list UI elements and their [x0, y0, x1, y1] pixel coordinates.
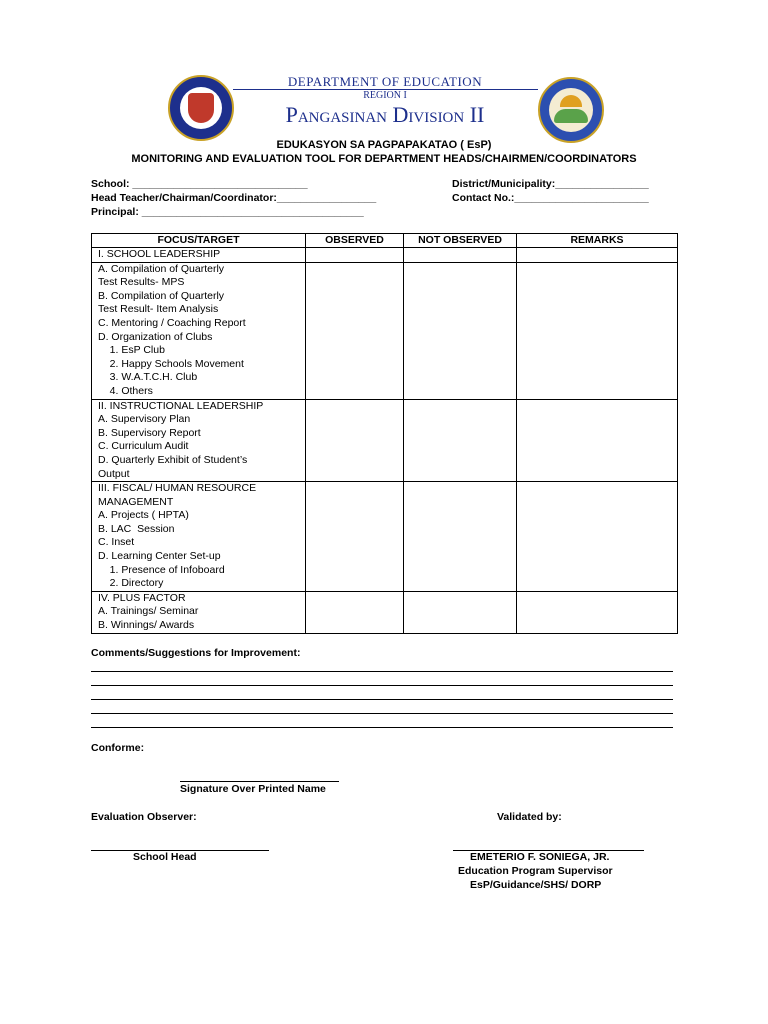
evaluation-table [91, 233, 678, 634]
focus-line: A. Trainings/ Seminar [98, 605, 199, 618]
focus-line: B. Compilation of Quarterly [98, 289, 225, 302]
conforme-signature-line[interactable] [180, 781, 339, 782]
head-teacher-field[interactable]: Head Teacher/Chairman/Coordinator:_________________ [91, 192, 377, 204]
comment-line[interactable] [91, 685, 673, 686]
focus-line: 4. Others [98, 384, 153, 397]
conforme-label: Conforme: [91, 742, 145, 754]
observed-cell[interactable] [306, 591, 404, 633]
comment-line[interactable] [91, 671, 673, 672]
focus-line: B. LAC Session [98, 522, 175, 535]
table-row [92, 262, 678, 399]
focus-line: D. Learning Center Set-up [98, 550, 221, 563]
remarks-cell[interactable] [517, 591, 678, 633]
table-row [92, 399, 678, 482]
focus-line: IV. PLUS FACTOR [98, 591, 186, 604]
observed-cell[interactable] [306, 248, 404, 263]
table-row [92, 482, 678, 592]
seal-hill [554, 109, 588, 123]
observed-cell[interactable] [306, 399, 404, 482]
region-name: REGION I [363, 90, 407, 101]
focus-cell [92, 591, 306, 633]
section-heading: I. SCHOOL LEADERSHIP [92, 248, 306, 263]
focus-line: C. Curriculum Audit [98, 440, 189, 453]
observed-cell[interactable] [306, 482, 404, 592]
focus-line: C. Inset [98, 536, 135, 549]
header-observed: OBSERVED [306, 234, 404, 248]
observed-cell[interactable] [306, 262, 404, 399]
header-focus-target: FOCUS/TARGET [92, 234, 306, 248]
focus-line: Test Result- Item Analysis [98, 303, 219, 316]
division-seal-icon [538, 77, 604, 143]
focus-line: III. FISCAL/ HUMAN RESOURCE [98, 482, 257, 495]
validator-office: EsP/Guidance/SHS/ DORP [470, 879, 602, 891]
division-name: Pangasinan Division II [285, 102, 485, 127]
table-row [92, 248, 678, 263]
validator-title: Education Program Supervisor [458, 865, 613, 877]
not-observed-cell[interactable] [404, 482, 517, 592]
focus-line: B. Supervisory Report [98, 426, 201, 439]
table-header-row [92, 234, 678, 248]
seal-shield [188, 93, 214, 123]
header-not-observed: NOT OBSERVED [404, 234, 517, 248]
focus-line: 1. Presence of Infoboard [98, 563, 225, 576]
focus-line: 2. Directory [98, 577, 164, 590]
remarks-cell[interactable] [517, 248, 678, 263]
remarks-cell[interactable] [517, 262, 678, 399]
focus-line: A. Projects ( HPTA) [98, 509, 189, 522]
focus-line: Test Results- MPS [98, 276, 185, 289]
validator-name: EMETERIO F. SONIEGA, JR. [470, 851, 610, 863]
comment-line[interactable] [91, 727, 673, 728]
not-observed-cell[interactable] [404, 248, 517, 263]
school-head-label: School Head [133, 851, 197, 863]
focus-line: B. Winnings/ Awards [98, 619, 195, 632]
not-observed-cell[interactable] [404, 399, 517, 482]
principal-field[interactable]: Principal: ______________________________________ [91, 206, 364, 218]
remarks-cell[interactable] [517, 399, 678, 482]
deped-seal-icon [168, 75, 234, 141]
table-row [92, 591, 678, 633]
not-observed-cell[interactable] [404, 591, 517, 633]
comment-line[interactable] [91, 699, 673, 700]
signature-over-printed-name: Signature Over Printed Name [180, 783, 326, 795]
focus-line: D. Organization of Clubs [98, 330, 213, 343]
focus-line: 1. EsP Club [98, 344, 165, 357]
contact-field[interactable]: Contact No.:_______________________ [452, 192, 649, 204]
focus-line: II. INSTRUCTIONAL LEADERSHIP [98, 399, 264, 412]
focus-cell [92, 262, 306, 399]
header-remarks: REMARKS [517, 234, 678, 248]
focus-line: A. Compilation of Quarterly [98, 262, 225, 275]
form-title: EDUKASYON SA PAGPAPAKATAO ( EsP) [276, 139, 492, 151]
remarks-cell[interactable] [517, 482, 678, 592]
district-field[interactable]: District/Municipality:________________ [452, 178, 649, 190]
department-name: DEPARTMENT OF EDUCATION [287, 74, 483, 89]
form-subtitle: MONITORING AND EVALUATION TOOL FOR DEPARTMENT HEADS/CHAIRMEN/COORDINATORS [131, 153, 637, 165]
focus-line: 3. W.A.T.C.H. Club [98, 371, 198, 384]
evaluation-observer-label: Evaluation Observer: [91, 811, 197, 823]
focus-cell [92, 482, 306, 592]
validated-by-label: Validated by: [497, 811, 562, 823]
not-observed-cell[interactable] [404, 262, 517, 399]
focus-cell [92, 399, 306, 482]
focus-line: Output [98, 467, 130, 480]
school-field[interactable]: School: ______________________________ [91, 178, 308, 190]
focus-line: D. Quarterly Exhibit of Student’s [98, 453, 248, 466]
focus-line: A. Supervisory Plan [98, 413, 191, 426]
comments-label: Comments/Suggestions for Improvement: [91, 647, 301, 659]
focus-line: MANAGEMENT [98, 495, 174, 508]
focus-line: C. Mentoring / Coaching Report [98, 316, 246, 329]
comment-line[interactable] [91, 713, 673, 714]
focus-line: 2. Happy Schools Movement [98, 357, 244, 370]
